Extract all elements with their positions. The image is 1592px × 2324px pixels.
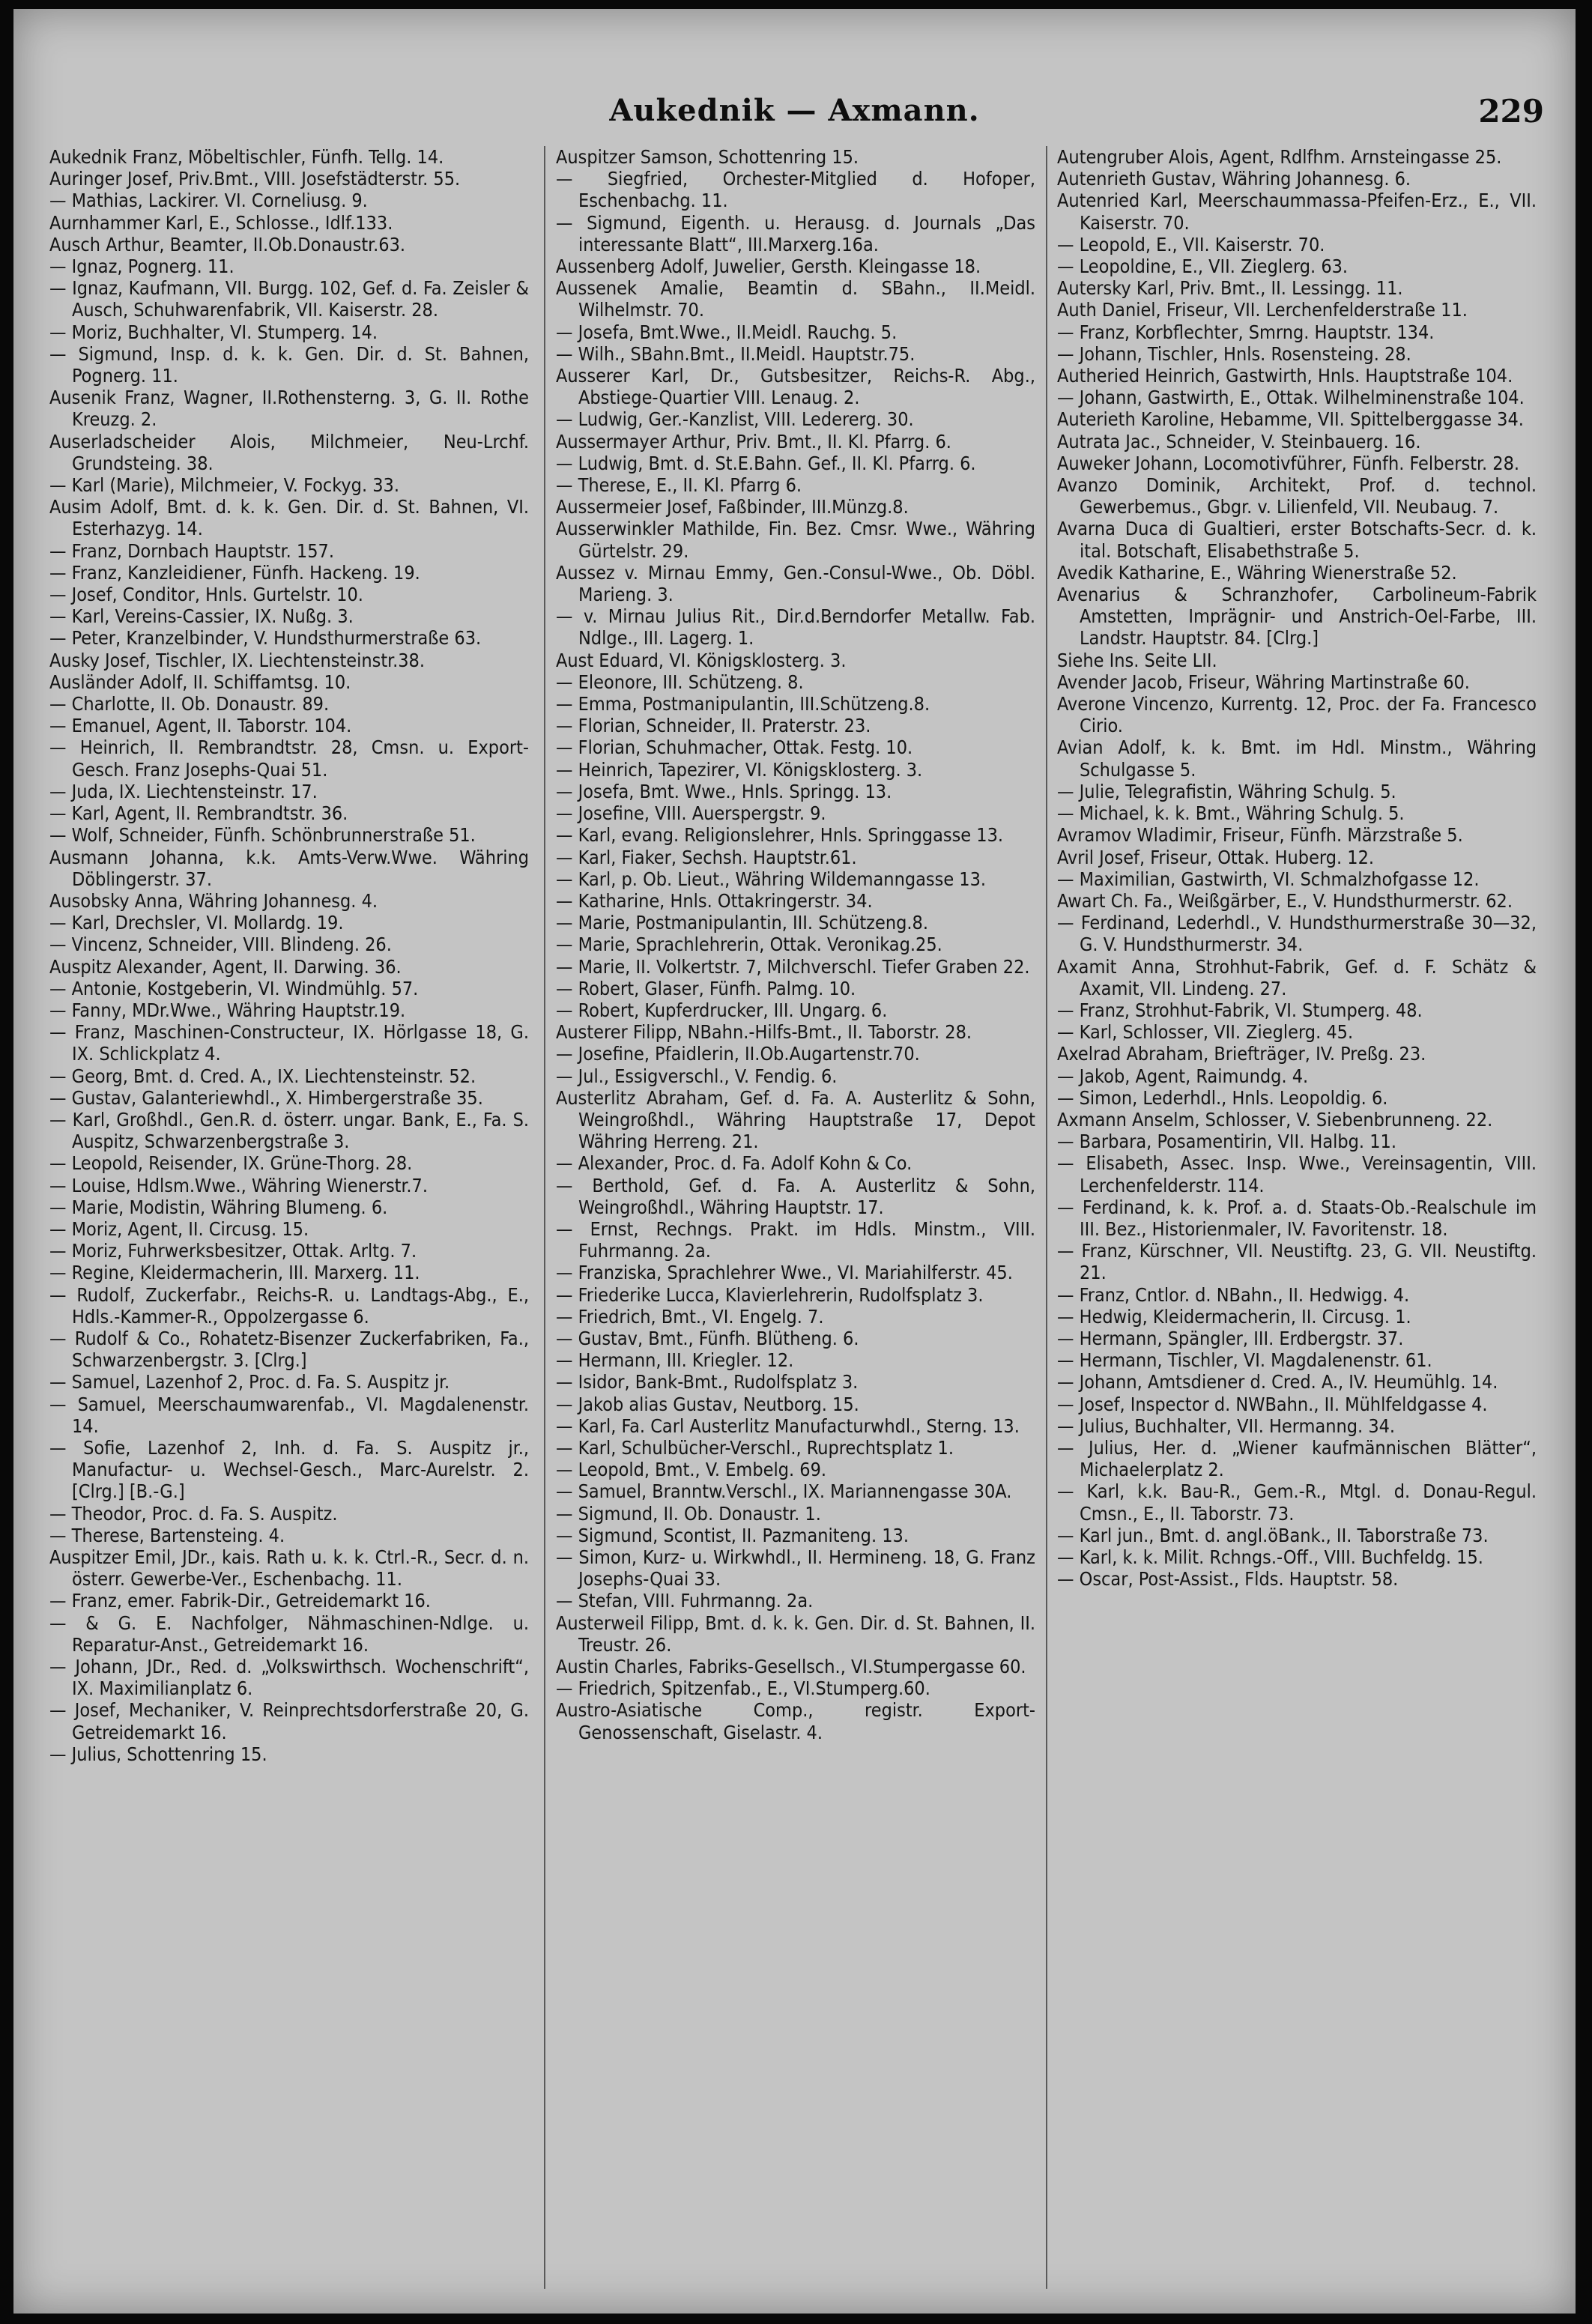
directory-entry: Autenrieth Gustav, Währing Johannesg. 6. [1057,168,1411,190]
directory-entry: — Karl jun., Bmt. d. angl.öBank., II. Taborstraße 73. [1057,1524,1489,1546]
directory-entry: Aust Eduard, VI. Königsklosterg. 3. [556,649,847,671]
directory-entry: — Johann, JDr., Red. d. „Volkswirthsch. Wochenschrift“, IX. Maximilianplatz 6. [49,1656,529,1700]
directory-entry: Avian Adolf, k. k. Bmt. im Hdl. Minstm., Währing Schulgasse 5. [1057,736,1537,781]
directory-entry: — Ludwig, Bmt. d. St.E.Bahn. Gef., II. Kl. Pfarrg. 6. [556,452,976,474]
directory-entry: — Michael, k. k. Bmt., Währing Schulg. 5. [1057,802,1405,825]
directory-entry: Austerweil Filipp, Bmt. d. k. k. Gen. Dir. d. St. Bahnen, II. Treustr. 26. [556,1612,1035,1656]
column-rule [1046,146,1047,2289]
directory-entry: — Karl, Agent, II. Rembrandtstr. 36. [49,802,348,825]
directory-entry: — Emma, Postmanipulantin, III.Schützeng.8. [556,693,930,715]
directory-entry: Avarna Duca di Gualtieri, erster Botschafts-Secr. d. k. ital. Botschaft, Elisabethstraße 5. [1057,518,1537,562]
directory-entry: Ausim Adolf, Bmt. d. k. k. Gen. Dir. d. St. Bahnen, VI. Esterhazyg. 14. [49,496,529,540]
directory-columns [49,146,1540,2304]
directory-entry: Avedik Katharine, E., Währing Wienerstraße 52. [1057,561,1457,584]
directory-entry: Avramov Wladimir, Friseur, Fünfh. Märzstraße 5. [1057,824,1463,847]
directory-entry: — & G. E. Nachfolger, Nähmaschinen-Ndlge. u. Reparatur-Anst., Getreidemarkt 16. [49,1612,529,1656]
directory-entry: — Sigmund, Scontist, II. Pazmaniteng. 13. [556,1524,909,1546]
directory-entry: — Jul., Essigverschl., V. Fendig. 6. [556,1065,838,1087]
directory-entry: Auringer Josef, Priv.Bmt., VIII. Josefstädterstr. 55. [49,168,461,190]
directory-entry: — Samuel, Branntw.Verschl., IX. Mariannengasse 30A. [556,1480,1012,1503]
directory-entry: — Franz, Maschinen-Constructeur, IX. Hörlgasse 18, G. IX. Schlickplatz 4. [49,1021,529,1065]
directory-entry: — Julie, Telegrafistin, Währing Schulg. 5. [1057,780,1396,802]
directory-entry: Avanzo Dominik, Architekt, Prof. d. technol. Gewerbemus., Gbgr. v. Lilienfeld, VII. Neubaug. 7. [1057,474,1537,518]
directory-entry: Autrata Jac., Schneider, V. Steinbauerg. 16. [1057,430,1421,453]
directory-entry: — Josefa, Bmt.Wwe., II.Meidl. Rauchg. 5. [556,321,898,343]
directory-entry: Awart Ch. Fa., Weißgärber, E., V. Hundsthurmerstr. 62. [1057,889,1513,912]
directory-entry: — Isidor, Bank-Bmt., Rudolfsplatz 3. [556,1371,859,1394]
directory-entry: — Karl, Drechsler, VI. Mollardg. 19. [49,912,344,934]
column-3 [1057,146,1537,2304]
directory-entry: — Franz, emer. Fabrik-Dir., Getreidemarkt 16. [49,1590,431,1612]
directory-entry: — Franz, Cntlor. d. NBahn., II. Hedwigg. 4. [1057,1283,1410,1306]
directory-entry: Autheried Heinrich, Gastwirth, Hnls. Hauptstraße 104. [1057,365,1513,387]
directory-entry: — Ignaz, Kaufmann, VII. Burgg. 102, Gef. d. Fa. Zeisler & Ausch, Schuhwarenfabrik, VII. Kaiserstr. 28. [49,277,529,321]
directory-entry: Ausenik Franz, Wagner, II.Rothensterng. 3, G. II. Rothe Kreuzg. 2. [49,387,529,431]
directory-entry: — Moriz, Agent, II. Circusg. 15. [49,1217,309,1240]
directory-entry: Aussez v. Mirnau Emmy, Gen.-Consul-Wwe., Ob. Döbl. Marieng. 3. [556,561,1035,606]
directory-entry: Avenarius & Schranzhofer, Carbolineum-Fabrik Amstetten, Imprägnir- und Anstrich-Oel-Farbe, III. Landstr. Hauptstr. 84. [Clrg.] [1057,584,1537,650]
directory-entry: — Samuel, Meerschaumwarenfab., VI. Magdalenenstr. 14. [49,1393,529,1437]
directory-entry: Auspitzer Samson, Schottenring 15. [556,146,859,168]
directory-entry: — Karl, Schulbücher-Verschl., Ruprechtsplatz 1. [556,1436,954,1459]
directory-entry: — Robert, Glaser, Fünfh. Palmg. 10. [556,977,856,999]
directory-entry: — Karl, Fiaker, Sechsh. Hauptstr.61. [556,846,857,868]
directory-entry: Ausländer Adolf, II. Schiffamtsg. 10. [49,671,351,693]
directory-entry: — Oscar, Post-Assist., Flds. Hauptstr. 58. [1057,1568,1399,1591]
directory-entry: — Vincenz, Schneider, VIII. Blindeng. 26. [49,933,392,956]
directory-entry: — Marie, Modistin, Währing Blumeng. 6. [49,1196,388,1218]
directory-entry: — Leopold, E., VII. Kaiserstr. 70. [1057,233,1325,255]
directory-entry: — Antonie, Kostgeberin, VI. Windmühlg. 57. [49,977,419,999]
directory-entry: Aurnhammer Karl, E., Schlosse., Idlf.133. [49,211,393,234]
directory-entry: — Ernst, Rechngs. Prakt. im Hdls. Minstm., VIII. Fuhrmanng. 2a. [556,1217,1035,1262]
directory-entry: — Florian, Schneider, II. Praterstr. 23. [556,715,871,737]
directory-entry: — Franz, Dornbach Hauptstr. 157. [49,539,334,562]
directory-entry: — Therese, Bartensteing. 4. [49,1524,285,1546]
directory-entry: — Louise, Hdlsm.Wwe., Währing Wienerstr.7. [49,1174,429,1196]
directory-entry: — Karl, evang. Religionslehrer, Hnls. Springgasse 13. [556,824,1004,847]
directory-entry: — Hermann, Tischler, VI. Magdalenenstr. 61. [1057,1349,1432,1372]
directory-entry: Aussermeier Josef, Faßbinder, III.Münzg.8. [556,496,909,518]
directory-entry: — Ludwig, Ger.-Kanzlist, VIII. Ledererg. 30. [556,408,914,431]
directory-entry: — Josef, Conditor, Hnls. Gurtelstr. 10. [49,584,363,606]
directory-entry: — Florian, Schuhmacher, Ottak. Festg. 10. [556,736,913,759]
directory-entry: — Karl (Marie), Milchmeier, V. Fockyg. 33. [49,474,399,497]
directory-entry: Auspitzer Emil, JDr., kais. Rath u. k. k. Ctrl.-R., Secr. d. n. österr. Gewerbe-Ver., Eschenbachg. 11. [49,1546,529,1591]
directory-entry: — Marie, II. Volkertstr. 7, Milchverschl. Tiefer Graben 22. [556,955,1030,978]
directory-entry: — Heinrich, Tapezirer, VI. Königsklosterg. 3. [556,758,923,781]
directory-entry: — Julius, Her. d. „Wiener kaufmännischen Blätter“, Michaelerplatz 2. [1057,1436,1537,1481]
directory-entry: Axamit Anna, Strohhut-Fabrik, Gef. d. F. Schätz & Axamit, VII. Lindeng. 27. [1057,955,1537,999]
directory-entry: — Josefine, VIII. Auerspergstr. 9. [556,802,826,825]
directory-entry: Auweker Johann, Locomotivführer, Fünfh. Felberstr. 28. [1057,452,1520,474]
directory-entry: Autenried Karl, Meerschaummassa-Pfeifen-Erz., E., VII. Kaiserstr. 70. [1057,190,1537,234]
directory-entry: — Gustav, Galanteriewhdl., X. Himbergerstraße 35. [49,1086,483,1109]
directory-entry: Ausobsky Anna, Währing Johannesg. 4. [49,889,378,912]
directory-entry: — Charlotte, II. Ob. Donaustr. 89. [49,693,330,715]
directory-entry: — Stefan, VIII. Fuhrmanng. 2a. [556,1590,814,1612]
directory-entry: Ausch Arthur, Beamter, II.Ob.Donaustr.63. [49,233,406,255]
directory-entry: — Simon, Lederhdl., Hnls. Leopoldig. 6. [1057,1086,1388,1109]
directory-entry: — Robert, Kupferdrucker, III. Ungarg. 6. [556,999,888,1021]
directory-entry: — Leopold, Bmt., V. Embelg. 69. [556,1459,827,1481]
directory-entry: — Sigmund, II. Ob. Donaustr. 1. [556,1502,821,1525]
directory-entry: — Friedrich, Spitzenfab., E., VI.Stumperg.60. [556,1677,930,1700]
column-rule [544,146,545,2289]
directory-entry: — Elisabeth, Assec. Insp. Wwe., Vereinsagentin, VIII. Lerchenfelderstr. 114. [1057,1152,1537,1196]
directory-entry: — Marie, Postmanipulantin, III. Schützeng.8. [556,912,928,934]
directory-entry: Autersky Karl, Priv. Bmt., II. Lessingg. 11. [1057,277,1403,300]
directory-entry: Avender Jacob, Friseur, Währing Martinstraße 60. [1057,671,1470,693]
directory-entry: — Sofie, Lazenhof 2, Inh. d. Fa. S. Auspitz jr., Manufactur- u. Wechsel-Gesch., Marc-Aurelstr. 2. [Clrg.] [B.-G.] [49,1436,529,1503]
directory-entry: — Wilh., SBahn.Bmt., II.Meidl. Hauptstr.75. [556,342,915,365]
directory-entry: Austerer Filipp, NBahn.-Hilfs-Bmt., II. Taborstr. 28. [556,1021,972,1044]
directory-entry: — Heinrich, II. Rembrandtstr. 28, Cmsn. u. Export-Gesch. Franz Josephs-Quai 51. [49,736,529,781]
directory-entry: Auspitz Alexander, Agent, II. Darwing. 36. [49,955,402,978]
directory-entry: — Franz, Strohhut-Fabrik, VI. Stumperg. 48. [1057,999,1423,1021]
directory-entry: — Johann, Amtsdiener d. Cred. A., IV. Heumühlg. 14. [1057,1371,1498,1394]
directory-entry: Averone Vincenzo, Kurrentg. 12, Proc. der Fa. Francesco Cirio. [1057,693,1537,737]
directory-entry: — Friedrich, Bmt., VI. Engelg. 7. [556,1305,824,1328]
directory-entry: — Josef, Inspector d. NWBahn., II. Mühlfeldgasse 4. [1057,1393,1488,1415]
directory-entry: — Rudolf, Zuckerfabr., Reichs-R. u. Landtags-Abg., E., Hdls.-Kammer-R., Oppolzergasse 6. [49,1283,529,1328]
directory-entry: — Therese, E., II. Kl. Pfarrg 6. [556,474,802,497]
directory-entry: — Ferdinand, Lederhdl., V. Hundsthurmerstraße 30—32, G. V. Hundsthurmerstr. 34. [1057,912,1537,956]
directory-entry: — Friederike Lucca, Klavierlehrerin, Rudolfsplatz 3. [556,1283,984,1306]
directory-entry: Ausmann Johanna, k.k. Amts-Verw.Wwe. Währing Döblingerstr. 37. [49,846,529,890]
directory-entry: — Regine, Kleidermacherin, III. Marxerg. 11. [49,1262,420,1284]
directory-entry: — Katharine, Hnls. Ottakringerstr. 34. [556,889,873,912]
directory-entry: Austro-Asiatische Comp., registr. Export-Genossenschaft, Giselastr. 4. [556,1699,1035,1743]
directory-entry: — Karl, k. k. Milit. Rchngs.-Off., VIII. Buchfeldg. 15. [1057,1546,1483,1568]
directory-entry: Ausky Josef, Tischler, IX. Liechtensteinstr.38. [49,649,425,671]
column-2 [556,146,1035,2304]
directory-entry: — Emanuel, Agent, II. Taborstr. 104. [49,715,352,737]
directory-entry: Autengruber Alois, Agent, Rdlfhm. Arnsteingasse 25. [1057,146,1502,168]
directory-entry: — Hermann, III. Kriegler. 12. [556,1349,794,1372]
directory-entry: — Karl, k.k. Bau-R., Gem.-R., Mtgl. d. Donau-Regul. Cmsn., E., II. Taborstr. 73. [1057,1480,1537,1525]
directory-entry: — Josef, Mechaniker, V. Reinprechtsdorferstraße 20, G. Getreidemarkt 16. [49,1699,529,1743]
directory-entry: Aussermayer Arthur, Priv. Bmt., II. Kl. Pfarrg. 6. [556,430,951,453]
directory-entry: — Ignaz, Pognerg. 11. [49,255,234,278]
directory-entry: Auserladscheider Alois, Milchmeier, Neu-Lrchf. Grundsteing. 38. [49,430,529,474]
directory-entry: — Gustav, Bmt., Fünfh. Blütheng. 6. [556,1327,859,1349]
directory-entry: — Theodor, Proc. d. Fa. S. Auspitz. [49,1502,338,1525]
directory-entry: — Leopold, Reisender, IX. Grüne-Thorg. 28. [49,1152,413,1175]
directory-entry: Siehe Ins. Seite LII. [1057,649,1217,671]
directory-entry: — Siegfried, Orchester-Mitglied d. Hofoper, Eschenbachg. 11. [556,168,1035,212]
directory-entry: — Wolf, Schneider, Fünfh. Schönbrunnerstraße 51. [49,824,476,847]
directory-entry: — Barbara, Posamentirin, VII. Halbg. 11. [1057,1131,1396,1153]
directory-entry: — Franziska, Sprachlehrer Wwe., VI. Mariahilferstr. 45. [556,1262,1013,1284]
directory-entry: Axmann Anselm, Schlosser, V. Siebenbrunneng. 22. [1057,1108,1493,1131]
directory-entry: — Samuel, Lazenhof 2, Proc. d. Fa. S. Auspitz jr. [49,1371,450,1394]
directory-page [13,9,1576,2314]
directory-entry: — Eleonore, III. Schützeng. 8. [556,671,804,693]
directory-entry: — Fanny, MDr.Wwe., Währing Hauptstr.19. [49,999,406,1021]
directory-entry: — Ferdinand, k. k. Prof. a. d. Staats-Ob.-Realschule im III. Bez., Historienmaler, IV. Favoritenstr. 18. [1057,1196,1537,1240]
directory-entry: — Franz, Korbflechter, Smrng. Hauptstr. 134. [1057,321,1435,343]
directory-entry: — Maximilian, Gastwirth, VI. Schmalzhofgasse 12. [1057,868,1480,890]
directory-entry: Aussenek Amalie, Beamtin d. SBahn., II.Meidl. Wilhelmstr. 70. [556,277,1035,321]
directory-entry: — Karl, p. Ob. Lieut., Währing Wildemanngasse 13. [556,868,987,890]
directory-entry: — Hermann, Spängler, III. Erdbergstr. 37. [1057,1327,1404,1349]
directory-entry: — Juda, IX. Liechtensteinstr. 17. [49,780,318,802]
directory-entry: — Simon, Kurz- u. Wirkwhdl., II. Hermineng. 18, G. Franz Josephs-Quai 33. [556,1546,1035,1591]
directory-entry: — Moriz, Buchhalter, VI. Stumperg. 14. [49,321,378,343]
directory-entry: — Julius, Buchhalter, VII. Hermanng. 34. [1057,1414,1396,1437]
directory-entry: Axelrad Abraham, Briefträger, IV. Preßg. 23. [1057,1043,1426,1065]
page-number: 229 [1478,93,1544,130]
directory-entry: — Mathias, Lackirer. VI. Corneliusg. 9. [49,190,368,212]
directory-entry: — v. Mirnau Julius Rit., Dir.d.Berndorfer Metallw. Fab. Ndlge., III. Lagerg. 1. [556,605,1035,650]
directory-entry: — Sigmund, Eigenth. u. Herausg. d. Journals „Das interessante Blatt“, III.Marxerg.16a. [556,211,1035,255]
directory-entry: — Moriz, Fuhrwerksbesitzer, Ottak. Arltg. 7. [49,1240,417,1262]
directory-entry: Ausserer Karl, Dr., Gutsbesitzer, Reichs-R. Abg., Abstiege-Quartier VIII. Lenaug. 2. [556,365,1035,409]
page-header [13,93,1576,138]
directory-entry: Auth Daniel, Friseur, VII. Lerchenfelderstraße 11. [1057,299,1468,321]
column-1 [49,146,529,2304]
directory-entry: — Karl, Schlosser, VII. Zieglerg. 45. [1057,1021,1354,1044]
directory-entry: — Berthold, Gef. d. Fa. A. Austerlitz & Sohn, Weingroßhdl., Währing Hauptstr. 17. [556,1174,1035,1218]
directory-entry: — Franz, Kanzleidiener, Fünfh. Hackeng. 19. [49,561,420,584]
directory-entry: Auterieth Karoline, Hebamme, VII. Spittelberggasse 34. [1057,408,1524,431]
directory-entry: — Julius, Schottenring 15. [49,1743,267,1765]
directory-entry: — Karl, Fa. Carl Austerlitz Manufacturwhdl., Sterng. 13. [556,1414,1020,1437]
directory-entry: — Marie, Sprachlehrerin, Ottak. Veronikag.25. [556,933,942,956]
directory-entry: — Peter, Kranzelbinder, V. Hundsthurmerstraße 63. [49,627,482,650]
directory-entry: — Georg, Bmt. d. Cred. A., IX. Liechtensteinstr. 52. [49,1065,476,1087]
directory-entry: — Johann, Gastwirth, E., Ottak. Wilhelminenstraße 104. [1057,387,1525,409]
directory-entry: Austin Charles, Fabriks-Gesellsch., VI.Stumpergasse 60. [556,1656,1026,1678]
directory-entry: — Sigmund, Insp. d. k. k. Gen. Dir. d. St. Bahnen, Pognerg. 11. [49,342,529,387]
directory-entry: — Josefa, Bmt. Wwe., Hnls. Springg. 13. [556,780,892,802]
directory-entry: Aukednik Franz, Möbeltischler, Fünfh. Tellg. 14. [49,146,444,168]
directory-entry: — Karl, Großhdl., Gen.R. d. österr. ungar. Bank, E., Fa. S. Auspitz, Schwarzenbergstraße 3. [49,1108,529,1153]
directory-entry: — Leopoldine, E., VII. Zieglerg. 63. [1057,255,1349,278]
directory-entry: Ausserwinkler Mathilde, Fin. Bez. Cmsr. Wwe., Währing Gürtelstr. 29. [556,518,1035,562]
directory-entry: — Karl, Vereins-Cassier, IX. Nußg. 3. [49,605,354,628]
directory-entry: — Johann, Tischler, Hnls. Rosensteing. 28. [1057,342,1411,365]
directory-entry: — Jakob, Agent, Raimundg. 4. [1057,1065,1309,1087]
directory-entry: — Franz, Kürschner, VII. Neustiftg. 23, G. VII. Neustiftg. 21. [1057,1240,1537,1284]
directory-entry: — Alexander, Proc. d. Fa. Adolf Kohn & Co. [556,1152,912,1175]
directory-entry: Austerlitz Abraham, Gef. d. Fa. A. Austerlitz & Sohn, Weingroßhdl., Währing Hauptstraße 17, Depot Währing Herreng. 21. [556,1086,1035,1153]
directory-entry: — Jakob alias Gustav, Neutborg. 15. [556,1393,859,1415]
directory-entry: Aussenberg Adolf, Juwelier, Gersth. Kleingasse 18. [556,255,981,278]
directory-entry: — Josefine, Pfaidlerin, II.Ob.Augartenstr.70. [556,1043,920,1065]
directory-entry: — Hedwig, Kleidermacherin, II. Circusg. 1. [1057,1305,1411,1328]
running-head: Aukednik — Axmann. [609,93,980,128]
directory-entry: Avril Josef, Friseur, Ottak. Huberg. 12. [1057,846,1375,868]
directory-entry: — Rudolf & Co., Rohatetz-Bisenzer Zuckerfabriken, Fa., Schwarzenbergstr. 3. [Clrg.] [49,1327,529,1372]
